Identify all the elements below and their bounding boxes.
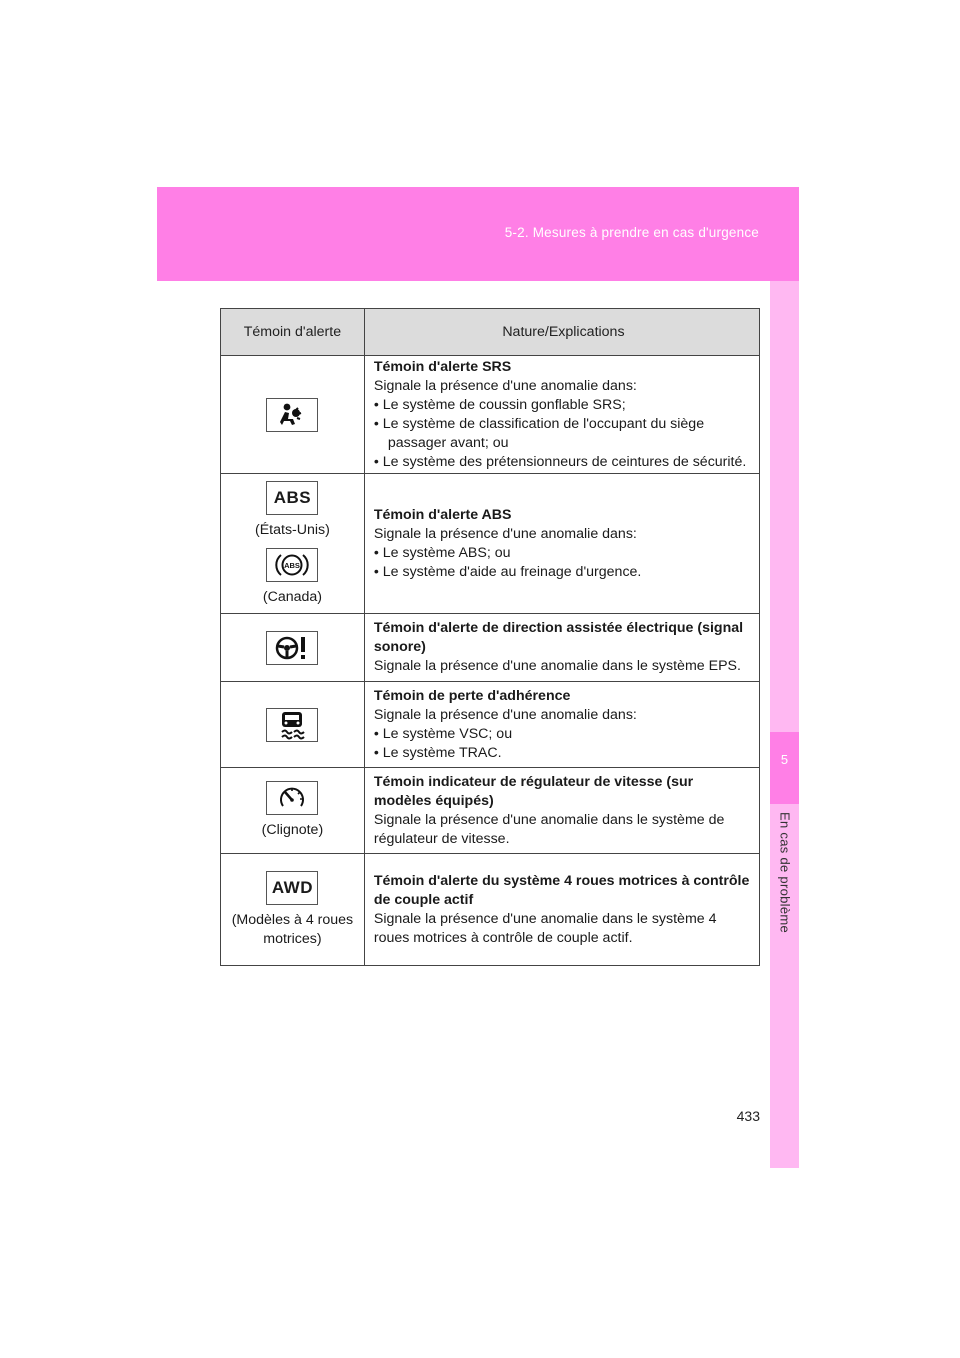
warning-title: Témoin d'alerte ABS bbox=[373, 506, 512, 523]
abs-text-icon bbox=[266, 481, 318, 515]
section-title: 5-2. Mesures à prendre en cas d'urgence bbox=[504, 225, 759, 240]
chapter-number-tab bbox=[770, 732, 799, 804]
warning-line: passager avant; ou bbox=[387, 434, 509, 451]
indicator-cell bbox=[221, 768, 365, 854]
icon-caption: (Canada) bbox=[262, 588, 322, 605]
warning-line: • Le système des prétensionneurs de ceintures de sécurité. bbox=[373, 453, 747, 470]
warning-title: Témoin d'alerte SRS bbox=[373, 358, 512, 375]
table-row bbox=[221, 356, 760, 474]
explanation-cell bbox=[364, 682, 759, 768]
indicator-cell bbox=[221, 614, 365, 682]
indicator-cell bbox=[221, 854, 365, 966]
warning-line: • Le système VSC; ou bbox=[373, 725, 513, 742]
warning-lights-table bbox=[220, 308, 760, 966]
cruise-control-icon bbox=[266, 781, 318, 815]
warning-line: • Le système de coussin gonflable SRS; bbox=[373, 396, 626, 413]
warning-line: Signale la présence d'une anomalie dans: bbox=[373, 377, 637, 394]
warning-line: • Le système de classification de l'occupant du siège bbox=[373, 415, 705, 432]
table-row bbox=[221, 682, 760, 768]
col-header-explanation: Nature/Explications bbox=[364, 309, 759, 356]
explanation-cell bbox=[364, 768, 759, 854]
chapter-label: En cas de problème bbox=[777, 812, 793, 934]
warning-line: Signale la présence d'une anomalie dans le système 4 roues motrices à contrôle de couple actif. bbox=[373, 910, 717, 946]
page-number: 433 bbox=[736, 1108, 760, 1124]
explanation-cell bbox=[364, 474, 759, 614]
srs-airbag-icon bbox=[266, 398, 318, 432]
table-row bbox=[221, 768, 760, 854]
section-header-band bbox=[157, 187, 799, 281]
abs-circle-icon bbox=[266, 548, 318, 582]
warning-line: Signale la présence d'une anomalie dans le système de régulateur de vitesse. bbox=[373, 811, 725, 847]
indicator-cell bbox=[221, 356, 365, 474]
col-header-indicator: Témoin d'alerte bbox=[221, 309, 365, 356]
warning-title: Témoin d'alerte de direction assistée électrique (signal sonore) bbox=[373, 620, 744, 655]
icon-caption: (Clignote) bbox=[261, 822, 324, 838]
warning-line: Signale la présence d'une anomalie dans: bbox=[373, 525, 637, 542]
warning-line: • Le système TRAC. bbox=[373, 744, 502, 761]
icon-caption: (Modèles à 4 roues motrices) bbox=[231, 911, 354, 947]
indicator-cell bbox=[221, 682, 365, 768]
explanation-cell bbox=[364, 854, 759, 966]
awd-icon-text: AWD bbox=[271, 877, 313, 897]
warning-line: Signale la présence d'une anomalie dans: bbox=[373, 706, 637, 723]
chapter-side-strip bbox=[770, 281, 799, 1168]
table-row bbox=[221, 474, 760, 614]
table-row bbox=[221, 854, 760, 966]
slip-indicator-icon bbox=[266, 708, 318, 742]
abs-icon-text: ABS bbox=[273, 487, 312, 507]
warning-line: • Le système d'aide au freinage d'urgence. bbox=[373, 563, 642, 580]
warning-title: Témoin d'alerte du système 4 roues motrices à contrôle de couple actif bbox=[373, 872, 750, 908]
warning-title: Témoin indicateur de régulateur de vitesse (sur modèles équipés) bbox=[373, 773, 694, 809]
steering-warning-icon bbox=[266, 631, 318, 665]
explanation-cell bbox=[364, 614, 759, 682]
warning-title: Témoin de perte d'adhérence bbox=[373, 687, 571, 704]
warning-line: • Le système ABS; ou bbox=[373, 544, 511, 561]
chapter-number: 5 bbox=[780, 752, 789, 767]
svg-text:ABS: ABS bbox=[284, 560, 301, 570]
table-row bbox=[221, 614, 760, 682]
explanation-cell bbox=[364, 356, 759, 474]
awd-text-icon bbox=[266, 871, 318, 905]
warning-line: Signale la présence d'une anomalie dans le système EPS. bbox=[373, 658, 741, 674]
table-header-row bbox=[221, 309, 760, 356]
indicator-cell bbox=[221, 474, 365, 614]
icon-caption: (États-Unis) bbox=[254, 521, 330, 538]
